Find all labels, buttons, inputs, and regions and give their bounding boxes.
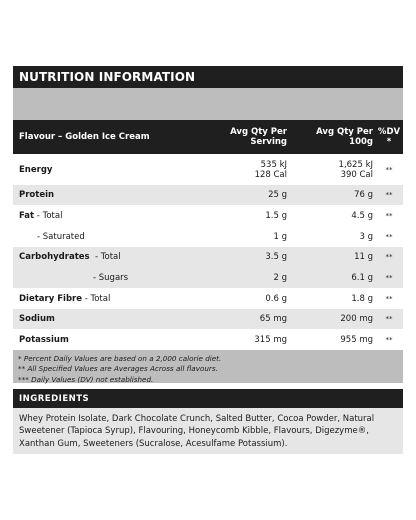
- serving-value: 65 mg: [259, 314, 287, 324]
- header-serving: [205, 127, 291, 147]
- dv-value: **: [385, 315, 393, 323]
- table-row: [13, 247, 403, 267]
- footnotes: [13, 350, 403, 383]
- nutrient-name: Sodium: [19, 314, 55, 324]
- nutrient-name: - Sugars: [93, 272, 129, 283]
- serving-value: 315 mg: [254, 334, 287, 345]
- per100-value: 3 g: [359, 231, 373, 242]
- header-per100: [291, 127, 375, 147]
- nutrient-name-main: Carbohydrates: [19, 252, 90, 262]
- serving-value: 0.6 g: [265, 293, 287, 304]
- nutrient-name: [13, 211, 205, 221]
- table-row: [13, 205, 403, 226]
- dv-value: **: [385, 273, 393, 282]
- table-row: [13, 226, 403, 247]
- per100-value-kj: 1,625 kJ: [338, 159, 373, 170]
- serving-value: 3.5 g: [265, 252, 287, 262]
- nutrient-name-sub: - Total: [34, 210, 63, 221]
- table-row: [13, 154, 403, 185]
- footnote: *** Daily Values (DV) not established.: [18, 374, 154, 384]
- serving-value-kj: 535 kJ: [260, 159, 287, 170]
- header-dv: %DV *: [377, 127, 401, 147]
- ingredients-title: INGREDIENTS: [19, 393, 90, 404]
- per100-value: 6.1 g: [351, 272, 373, 283]
- footnote: ** All Specified Values are Averages Across all flavours.: [18, 364, 218, 374]
- table-header: [13, 120, 403, 154]
- header-flavour: Flavour – Golden Ice Cream: [19, 132, 150, 142]
- panel-title: NUTRITION INFORMATION: [19, 70, 196, 84]
- dv-value: **: [385, 232, 393, 241]
- per100-value: 955 mg: [340, 334, 373, 345]
- nutrient-name: [13, 294, 205, 304]
- nutrient-name-main: Dietary Fibre: [19, 293, 82, 304]
- gray-band: [13, 88, 403, 120]
- table-row: [13, 288, 403, 309]
- header-per100-line1: Avg Qty Per: [316, 127, 373, 137]
- nutrient-name-sub: - Total: [89, 252, 121, 262]
- nutrient-name-sub: - Total: [82, 293, 111, 304]
- per100-value-cal: 390 Cal: [340, 169, 373, 180]
- serving-value: 1.5 g: [265, 210, 287, 221]
- table-row: [13, 329, 403, 350]
- nutrient-name: [13, 252, 205, 262]
- serving-value: [205, 160, 291, 180]
- ingredients-text: Whey Protein Isolate, Dark Chocolate Crunch, Salted Butter, Cocoa Powder, Natural Sweetener (Tapioca Syrup), Flavouring, Honeycomb Kibble, Flavours, Digezyme®, Xanthan Gum, Sweeteners (Sucralose, Acesulfame Potassium).: [13, 408, 403, 454]
- per100-value: 4.5 g: [351, 210, 373, 221]
- table-row: [13, 267, 403, 288]
- dv-value: **: [385, 335, 393, 344]
- serving-value: 1 g: [273, 231, 287, 242]
- serving-value: 25 g: [268, 190, 287, 200]
- ingredients-header: [13, 389, 403, 408]
- dv-value: **: [385, 253, 393, 261]
- per100-value: 200 mg: [340, 314, 373, 324]
- nutrient-name: Potassium: [19, 334, 69, 345]
- header-serving-line2: Serving: [250, 137, 287, 147]
- per100-value: 11 g: [354, 252, 373, 262]
- dv-value: **: [385, 294, 393, 303]
- serving-value-cal: 128 Cal: [254, 169, 287, 180]
- footnote: * Percent Daily Values are based on a 2,000 calorie diet.: [18, 354, 222, 363]
- table-row: [13, 309, 403, 329]
- per100-value: [291, 160, 375, 180]
- nutrient-name: - Saturated: [37, 231, 85, 242]
- header-per100-line2: 100g: [349, 137, 373, 147]
- title-bar: [13, 66, 403, 88]
- serving-value: 2 g: [273, 272, 287, 283]
- dv-value: **: [385, 165, 393, 174]
- nutrient-name: Energy: [19, 164, 53, 175]
- per100-value: 76 g: [354, 190, 373, 200]
- nutrition-panel: [13, 66, 403, 454]
- table-row: [13, 185, 403, 205]
- header-serving-line1: Avg Qty Per: [230, 127, 287, 137]
- dv-value: **: [385, 191, 393, 199]
- per100-value: 1.8 g: [351, 293, 373, 304]
- nutrient-name-main: Fat: [19, 210, 35, 221]
- dv-value: **: [385, 211, 393, 220]
- nutrient-name: Protein: [19, 190, 55, 200]
